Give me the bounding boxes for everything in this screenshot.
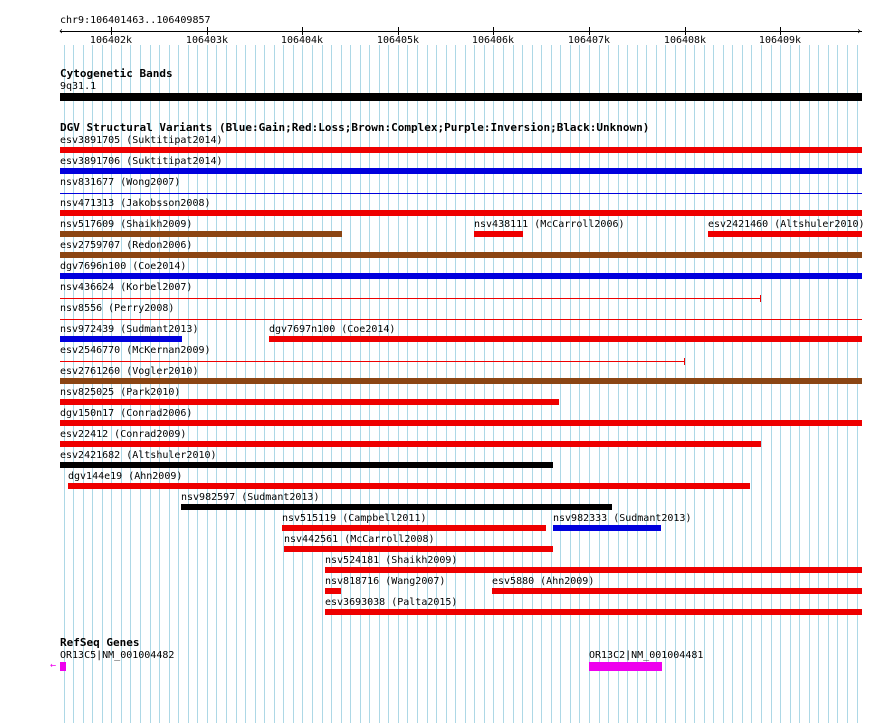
dgv-feature-label[interactable]: nsv442561 (McCarroll2008) <box>284 534 435 545</box>
dgv-feature-bar[interactable] <box>181 504 612 510</box>
dgv-feature-label[interactable]: nsv982333 (Sudmant2013) <box>553 513 692 524</box>
dgv-feature-bar[interactable] <box>553 525 661 531</box>
dgv-feature-label[interactable]: nsv825025 (Park2010) <box>60 387 181 398</box>
ruler-tick <box>302 27 303 35</box>
dgv-feature-bar[interactable] <box>325 588 341 594</box>
ruler-tick-label: 106403k <box>185 35 229 46</box>
dgv-feature-bar[interactable] <box>60 168 862 174</box>
ruler-tick-label: 106409k <box>758 35 802 46</box>
dgv-feature-bar[interactable] <box>60 147 862 153</box>
refseq-track-title[interactable]: RefSeq Genes <box>60 636 140 649</box>
dgv-feature-bar[interactable] <box>269 336 862 342</box>
dgv-feature-bar[interactable] <box>60 441 761 447</box>
dgv-feature-bar[interactable] <box>60 462 553 468</box>
dgv-feature-label[interactable]: esv3891706 (Suktitipat2014) <box>60 156 223 167</box>
dgv-feature-end-cap <box>684 358 685 365</box>
dgv-feature-label[interactable]: nsv818716 (Wang2007) <box>325 576 446 587</box>
ruler-tick-label: 106406k <box>471 35 515 46</box>
cytoband-label: 9q31.1 <box>60 81 97 92</box>
dgv-track-title[interactable]: DGV Structural Variants (Blue:Gain;Red:Loss;Brown:Complex;Purple:Inversion;Black:Unknown) <box>60 121 650 134</box>
dgv-feature-label[interactable]: nsv438111 (McCarroll2006) <box>474 219 625 230</box>
dgv-feature-bar[interactable] <box>284 546 553 552</box>
dgv-feature-label[interactable]: esv3891705 (Suktitipat2014) <box>60 135 223 146</box>
dgv-feature-label[interactable]: esv2761260 (Vogler2010) <box>60 366 199 377</box>
ruler-tick-label: 106408k <box>663 35 707 46</box>
ruler-tick-label: 106404k <box>280 35 324 46</box>
dgv-feature-bar[interactable] <box>325 609 862 615</box>
ruler-tick-label: 106402k <box>89 35 133 46</box>
ruler-tick <box>207 27 208 35</box>
dgv-feature-bar[interactable] <box>60 273 862 279</box>
dgv-feature-label[interactable]: dgv144e19 (Ahn2009) <box>68 471 183 482</box>
dgv-feature-label[interactable]: esv3693038 (Palta2015) <box>325 597 458 608</box>
dgv-feature-label[interactable]: nsv515119 (Campbell2011) <box>282 513 427 524</box>
dgv-feature-bar[interactable] <box>492 588 862 594</box>
dgv-feature-end-cap <box>760 295 761 302</box>
dgv-feature-bar[interactable] <box>60 399 559 405</box>
dgv-feature-label[interactable]: nsv982597 (Sudmant2013) <box>181 492 320 503</box>
ruler-tick-label: 106405k <box>376 35 420 46</box>
dgv-feature-label[interactable]: esv2546770 (McKernan2009) <box>60 345 211 356</box>
gene-label[interactable]: OR13C2|NM_001004481 <box>589 650 704 661</box>
dgv-feature-bar[interactable] <box>474 231 523 237</box>
ruler-tick <box>780 27 781 35</box>
dgv-feature-bar[interactable] <box>60 252 862 258</box>
ruler-tick <box>589 27 590 35</box>
dgv-feature-bar[interactable] <box>60 319 862 320</box>
gene-label[interactable]: OR13C5|NM_001004482 <box>60 650 175 661</box>
ruler-tick <box>111 27 112 35</box>
dgv-feature-label[interactable]: nsv471313 (Jakobsson2008) <box>60 198 211 209</box>
gene-strand-arrow-icon: ← <box>50 660 57 671</box>
cytoband-track-title[interactable]: Cytogenetic Bands <box>60 67 173 80</box>
scroll-right-icon[interactable]: › <box>856 26 863 37</box>
dgv-feature-bar[interactable] <box>60 193 862 194</box>
dgv-feature-bar[interactable] <box>282 525 546 531</box>
dgv-feature-bar[interactable] <box>60 336 182 342</box>
ruler-tick-label: 106407k <box>567 35 611 46</box>
dgv-feature-label[interactable]: nsv972439 (Sudmant2013) <box>60 324 199 335</box>
dgv-feature-bar[interactable] <box>60 210 862 216</box>
gene-bar[interactable] <box>589 662 662 671</box>
dgv-feature-label[interactable]: nsv8556 (Perry2008) <box>60 303 175 314</box>
dgv-feature-label[interactable]: nsv831677 (Wong2007) <box>60 177 181 188</box>
ruler-axis <box>60 31 862 32</box>
dgv-feature-label[interactable]: nsv517609 (Shaikh2009) <box>60 219 193 230</box>
scroll-left-icon[interactable]: ‹ <box>58 26 65 37</box>
dgv-feature-label[interactable]: dgv150n17 (Conrad2006) <box>60 408 193 419</box>
ruler-tick <box>493 27 494 35</box>
dgv-feature-bar[interactable] <box>60 361 685 362</box>
dgv-feature-bar[interactable] <box>68 483 750 489</box>
dgv-feature-label[interactable]: esv2421682 (Altshuler2010) <box>60 450 217 461</box>
dgv-feature-bar[interactable] <box>60 378 862 384</box>
dgv-feature-label[interactable]: esv5880 (Ahn2009) <box>492 576 595 587</box>
dgv-feature-label[interactable]: dgv7696n100 (Coe2014) <box>60 261 187 272</box>
dgv-feature-label[interactable]: esv2421460 (Altshuler2010) <box>708 219 865 230</box>
dgv-feature-bar[interactable] <box>60 298 761 299</box>
dgv-feature-bar[interactable] <box>325 567 862 573</box>
dgv-feature-label[interactable]: esv22412 (Conrad2009) <box>60 429 187 440</box>
dgv-feature-label[interactable]: dgv7697n100 (Coe2014) <box>269 324 396 335</box>
dgv-feature-bar[interactable] <box>60 420 862 426</box>
gene-bar[interactable] <box>60 662 66 671</box>
dgv-feature-label[interactable]: nsv436624 (Korbel2007) <box>60 282 193 293</box>
dgv-feature-bar[interactable] <box>708 231 862 237</box>
cytoband-bar[interactable] <box>60 93 862 101</box>
dgv-feature-bar[interactable] <box>60 231 342 237</box>
ruler-tick <box>685 27 686 35</box>
dgv-feature-label[interactable]: nsv524181 (Shaikh2009) <box>325 555 458 566</box>
ruler-tick <box>398 27 399 35</box>
ruler-position: chr9:106401463..106409857 <box>60 15 211 26</box>
dgv-feature-label[interactable]: esv2759707 (Redon2006) <box>60 240 193 251</box>
